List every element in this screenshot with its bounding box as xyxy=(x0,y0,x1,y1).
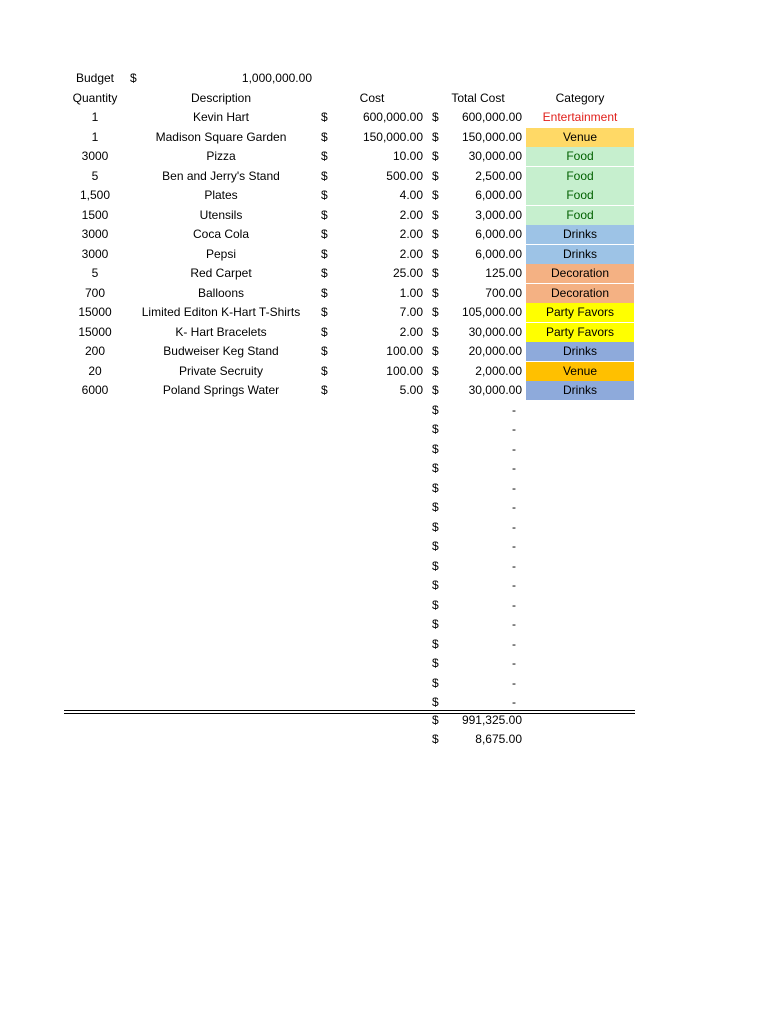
total-cost-cell[interactable]: - xyxy=(512,539,516,553)
description-cell[interactable]: Red Carpet xyxy=(190,266,252,280)
table-row xyxy=(0,186,768,205)
total-cost-cell[interactable]: - xyxy=(512,637,516,651)
total-cost-cell[interactable]: 30,000.00 xyxy=(468,149,522,163)
description-cell[interactable]: Coca Cola xyxy=(192,227,250,241)
category-cell[interactable]: Food xyxy=(526,167,634,186)
empty-total-row xyxy=(0,576,768,595)
remaining-currency-sign: $ xyxy=(432,732,439,746)
cost-currency-sign: $ xyxy=(321,169,328,183)
header-total-cost: Total Cost xyxy=(451,91,505,105)
cost-cell[interactable]: 2.00 xyxy=(399,325,423,339)
table-row xyxy=(0,128,768,147)
header-cost: Cost xyxy=(359,91,385,105)
quantity-cell[interactable]: 15000 xyxy=(78,325,112,339)
cost-currency-sign: $ xyxy=(321,266,328,280)
cost-currency-sign: $ xyxy=(321,149,328,163)
total-currency-sign: $ xyxy=(432,403,439,417)
cost-cell[interactable]: 2.00 xyxy=(399,247,423,261)
total-cost-cell[interactable]: - xyxy=(512,578,516,592)
table-row xyxy=(0,362,768,381)
table-row xyxy=(0,225,768,244)
cost-currency-sign: $ xyxy=(321,110,328,124)
total-cost-cell[interactable]: 6,000.00 xyxy=(475,227,522,241)
header-row xyxy=(0,89,768,108)
total-cost-cell[interactable]: - xyxy=(512,559,516,573)
quantity-cell[interactable]: 6000 xyxy=(81,383,109,397)
total-cost-cell[interactable]: 6,000.00 xyxy=(475,188,522,202)
total-currency-sign: $ xyxy=(432,461,439,475)
quantity-cell[interactable]: 5 xyxy=(91,266,99,280)
total-currency-sign: $ xyxy=(432,617,439,631)
empty-total-row xyxy=(0,479,768,498)
empty-total-row xyxy=(0,635,768,654)
total-cost-cell[interactable]: - xyxy=(512,656,516,670)
description-cell[interactable]: Poland Springs Water xyxy=(162,383,280,397)
table-row xyxy=(0,381,768,400)
cost-cell[interactable]: 2.00 xyxy=(399,208,423,222)
cost-currency-sign: $ xyxy=(321,364,328,378)
table-row xyxy=(0,245,768,264)
cost-currency-sign: $ xyxy=(321,344,328,358)
description-cell[interactable]: Balloons xyxy=(197,286,245,300)
total-currency-sign: $ xyxy=(432,442,439,456)
category-cell[interactable]: Drinks xyxy=(526,245,634,264)
category-cell[interactable]: Venue xyxy=(526,128,634,147)
total-currency-sign: $ xyxy=(432,188,439,202)
empty-total-row xyxy=(0,498,768,517)
total-currency-sign: $ xyxy=(432,598,439,612)
total-cost-cell[interactable]: 3,000.00 xyxy=(475,208,522,222)
total-currency-sign: $ xyxy=(432,539,439,553)
cost-currency-sign: $ xyxy=(321,247,328,261)
total-cost-cell[interactable]: 20,000.00 xyxy=(468,344,522,358)
description-cell[interactable]: Budweiser Keg Stand xyxy=(163,344,279,358)
cost-cell[interactable]: 5.00 xyxy=(399,383,423,397)
cost-currency-sign: $ xyxy=(321,227,328,241)
total-cost-cell[interactable]: 105,000.00 xyxy=(461,305,522,319)
category-cell[interactable]: Decoration xyxy=(526,264,634,283)
grand-total-row xyxy=(0,711,768,730)
total-cost-cell[interactable]: - xyxy=(512,403,516,417)
empty-total-row xyxy=(0,459,768,478)
header-category: Category xyxy=(555,91,605,105)
total-currency-sign: $ xyxy=(432,169,439,183)
total-cost-cell[interactable]: - xyxy=(512,617,516,631)
cost-cell[interactable]: 7.00 xyxy=(399,305,423,319)
cost-cell[interactable]: 10.00 xyxy=(392,149,423,163)
category-cell[interactable]: Party Favors xyxy=(526,303,634,322)
table-row xyxy=(0,323,768,342)
empty-total-row xyxy=(0,401,768,420)
cost-currency-sign: $ xyxy=(321,305,328,319)
cost-currency-sign: $ xyxy=(321,383,328,397)
total-currency-sign: $ xyxy=(432,325,439,339)
total-currency-sign: $ xyxy=(432,130,439,144)
cost-cell[interactable]: 25.00 xyxy=(392,266,423,280)
description-cell[interactable]: Madison Square Garden xyxy=(155,130,287,144)
cost-cell[interactable]: 2.00 xyxy=(399,227,423,241)
budget-label: Budget xyxy=(75,71,115,85)
cost-cell[interactable]: 600,000.00 xyxy=(362,110,423,124)
total-currency-sign: $ xyxy=(432,676,439,690)
quantity-cell[interactable]: 1 xyxy=(91,110,99,124)
description-cell[interactable]: Limited Editon K-Hart T-Shirts xyxy=(141,305,301,319)
total-currency-sign: $ xyxy=(432,344,439,358)
empty-total-row xyxy=(0,420,768,439)
empty-total-row xyxy=(0,518,768,537)
category-cell[interactable]: Drinks xyxy=(526,225,634,244)
total-cost-cell[interactable]: 30,000.00 xyxy=(468,325,522,339)
total-cost-cell[interactable]: - xyxy=(512,676,516,690)
total-currency-sign: $ xyxy=(432,227,439,241)
cost-currency-sign: $ xyxy=(321,286,328,300)
total-currency-sign: $ xyxy=(432,110,439,124)
cost-cell[interactable]: 100.00 xyxy=(386,344,423,358)
empty-total-row xyxy=(0,596,768,615)
total-currency-sign: $ xyxy=(432,266,439,280)
total-currency-sign: $ xyxy=(432,286,439,300)
category-cell[interactable]: Food xyxy=(526,206,634,225)
total-cost-cell[interactable]: 125.00 xyxy=(485,266,522,280)
table-row xyxy=(0,342,768,361)
empty-total-row xyxy=(0,557,768,576)
total-cost-cell[interactable]: 150,000.00 xyxy=(461,130,522,144)
total-currency-sign: $ xyxy=(432,149,439,163)
empty-total-row xyxy=(0,615,768,634)
category-cell[interactable]: Drinks xyxy=(526,381,634,400)
total-cost-cell[interactable]: 700.00 xyxy=(485,286,522,300)
total-cost-cell[interactable]: - xyxy=(512,442,516,456)
description-cell[interactable]: Pepsi xyxy=(205,247,237,261)
total-cost-cell[interactable]: 600,000.00 xyxy=(461,110,522,124)
total-cost-cell[interactable]: 2,000.00 xyxy=(475,364,522,378)
total-currency-sign: $ xyxy=(432,422,439,436)
quantity-cell[interactable]: 1,500 xyxy=(79,188,111,202)
budget-currency-sign: $ xyxy=(130,71,137,85)
total-currency-sign: $ xyxy=(432,578,439,592)
description-cell[interactable]: Plates xyxy=(204,188,238,202)
description-cell[interactable]: Pizza xyxy=(206,149,236,163)
empty-total-row xyxy=(0,674,768,693)
total-cost-cell[interactable]: 2,500.00 xyxy=(475,169,522,183)
description-cell[interactable]: Ben and Jerry's Stand xyxy=(162,169,280,183)
category-cell[interactable]: Party Favors xyxy=(526,323,634,342)
category-cell[interactable]: Drinks xyxy=(526,342,634,361)
grand-total-value[interactable]: 991,325.00 xyxy=(461,713,522,727)
total-cost-cell[interactable]: - xyxy=(512,422,516,436)
category-cell[interactable]: Entertainment xyxy=(526,108,634,127)
total-currency-sign: $ xyxy=(432,247,439,261)
table-row xyxy=(0,147,768,166)
quantity-cell[interactable]: 20 xyxy=(88,364,102,378)
total-currency-sign: $ xyxy=(432,520,439,534)
total-currency-sign: $ xyxy=(432,364,439,378)
total-currency-sign: $ xyxy=(432,695,439,709)
category-cell[interactable]: Food xyxy=(526,147,634,166)
cost-currency-sign: $ xyxy=(321,325,328,339)
table-row xyxy=(0,206,768,225)
cost-currency-sign: $ xyxy=(321,208,328,222)
total-cost-cell[interactable]: 6,000.00 xyxy=(475,247,522,261)
total-currency-sign: $ xyxy=(432,481,439,495)
total-currency-sign: $ xyxy=(432,656,439,670)
grand-total-currency-sign: $ xyxy=(432,713,439,727)
quantity-cell[interactable]: 15000 xyxy=(78,305,112,319)
total-currency-sign: $ xyxy=(432,637,439,651)
quantity-cell[interactable]: 3000 xyxy=(81,247,109,261)
header-description: Description xyxy=(190,91,252,105)
total-currency-sign: $ xyxy=(432,500,439,514)
total-cost-cell[interactable]: - xyxy=(512,481,516,495)
category-cell[interactable]: Venue xyxy=(526,362,634,381)
total-cost-cell[interactable]: - xyxy=(512,598,516,612)
total-cost-cell[interactable]: - xyxy=(512,695,516,709)
quantity-cell[interactable]: 200 xyxy=(84,344,106,358)
total-cost-cell[interactable]: - xyxy=(512,520,516,534)
remaining-row xyxy=(0,730,768,749)
total-cost-cell[interactable]: 30,000.00 xyxy=(468,383,522,397)
empty-total-row xyxy=(0,654,768,673)
total-cost-cell[interactable]: - xyxy=(512,461,516,475)
cost-currency-sign: $ xyxy=(321,188,328,202)
cost-currency-sign: $ xyxy=(321,130,328,144)
remaining-value[interactable]: 8,675.00 xyxy=(475,732,522,746)
total-currency-sign: $ xyxy=(432,208,439,222)
table-row xyxy=(0,167,768,186)
description-cell[interactable]: Private Secruity xyxy=(178,364,264,378)
cost-cell[interactable]: 4.00 xyxy=(399,188,423,202)
table-row xyxy=(0,284,768,303)
description-cell[interactable]: Kevin Hart xyxy=(192,110,250,124)
budget-value[interactable]: 1,000,000.00 xyxy=(241,71,312,85)
table-row xyxy=(0,303,768,322)
total-currency-sign: $ xyxy=(432,383,439,397)
total-currency-sign: $ xyxy=(432,305,439,319)
budget-row xyxy=(0,69,768,88)
cost-cell[interactable]: 1.00 xyxy=(399,286,423,300)
header-quantity: Quantity xyxy=(72,91,118,105)
cost-cell[interactable]: 150,000.00 xyxy=(362,130,423,144)
quantity-cell[interactable]: 1 xyxy=(91,130,99,144)
description-cell[interactable]: Utensils xyxy=(199,208,243,222)
cost-cell[interactable]: 100.00 xyxy=(386,364,423,378)
cost-cell[interactable]: 500.00 xyxy=(386,169,423,183)
quantity-cell[interactable]: 1500 xyxy=(81,208,109,222)
table-row xyxy=(0,108,768,127)
quantity-cell[interactable]: 3000 xyxy=(81,149,109,163)
description-cell[interactable]: K- Hart Bracelets xyxy=(175,325,267,339)
quantity-cell[interactable]: 700 xyxy=(84,286,106,300)
quantity-cell[interactable]: 3000 xyxy=(81,227,109,241)
category-cell[interactable]: Food xyxy=(526,186,634,205)
total-currency-sign: $ xyxy=(432,559,439,573)
quantity-cell[interactable]: 5 xyxy=(91,169,99,183)
table-row xyxy=(0,264,768,283)
category-cell[interactable]: Decoration xyxy=(526,284,634,303)
total-cost-cell[interactable]: - xyxy=(512,500,516,514)
empty-total-row xyxy=(0,440,768,459)
empty-total-row xyxy=(0,537,768,556)
